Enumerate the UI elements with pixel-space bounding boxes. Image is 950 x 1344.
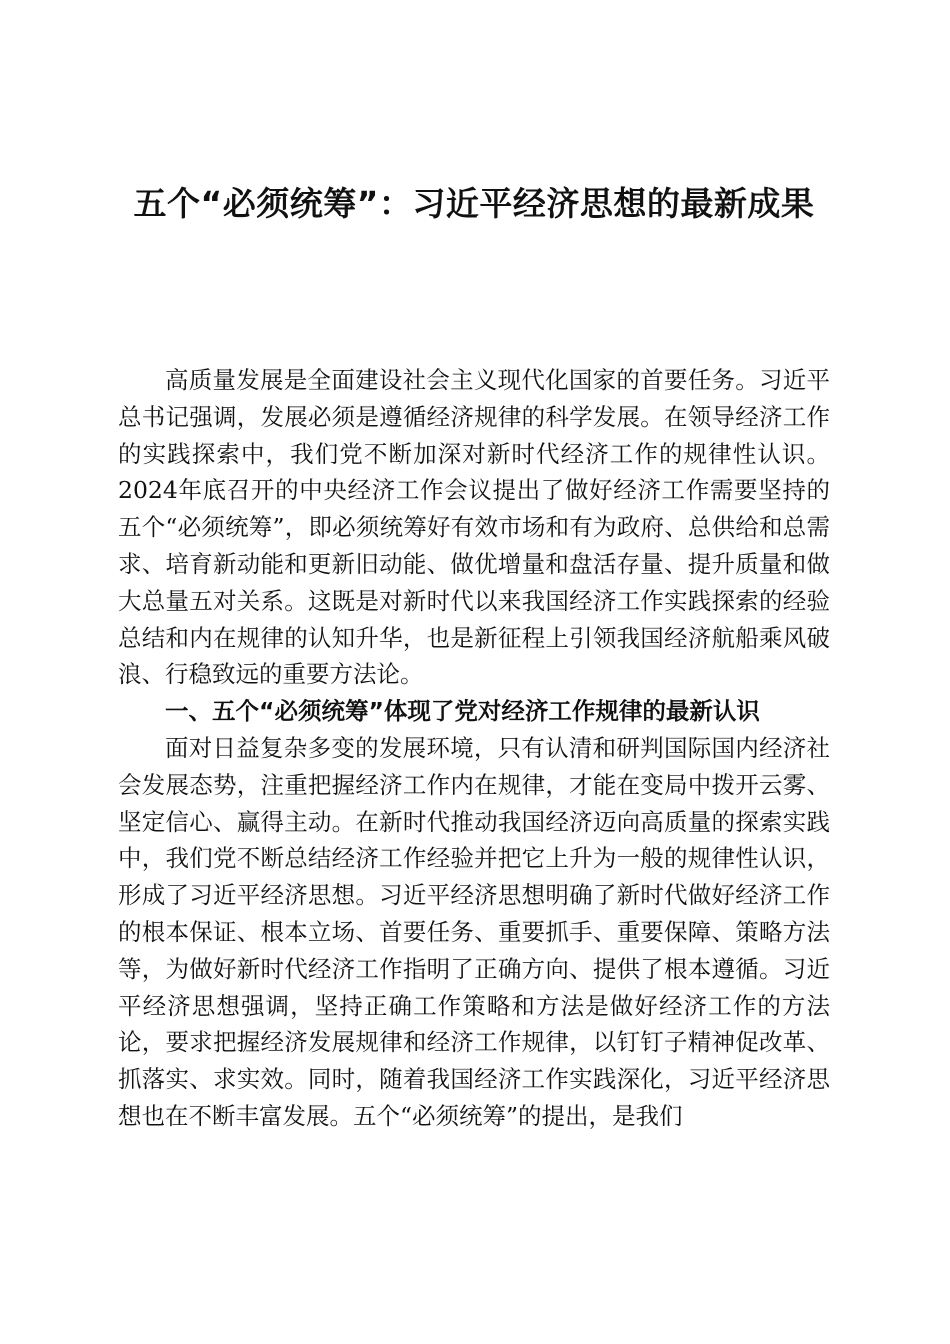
- document-body: [118, 362, 830, 1135]
- section-1-paragraph: 面对日益复杂多变的发展环境，只有认清和研判国际国内经济社会发展态势，注重把握经济工作内在规律，才能在变局中拨开云雾、坚定信心、赢得主动。在新时代推动我国经济迈向高质量的探索实践中，我们党不断总结经济工作经验并把它上升为一般的规律性认识，形成了习近平经济思想。习近平经济思想明确了新时代做好经济工作的根本保证、根本立场、首要任务、重要抓手、重要保障、策略方法等，为做好新时代经济工作指明了正确方向、提供了根本遵循。习近平经济思想强调，坚持正确工作策略和方法是做好经济工作的方法论，要求把握经济发展规律和经济工作规律，以钉钉子精神促改革、抓落实、求实效。同时，随着我国经济工作实践深化，习近平经济思想也在不断丰富发展。五个“必须统筹”的提出，是我们: [118, 733, 830, 1130]
- section-heading-1: 一、五个“必须统筹”体现了党对经济工作规律的最新认识: [165, 697, 760, 726]
- intro-paragraph: 高质量发展是全面建设社会主义现代化国家的首要任务。习近平总书记强调，发展必须是遵循经济规律的科学发展。在领导经济工作的实践探索中，我们党不断加深对新时代经济工作的规律性认识。2024年底召开的中央经济工作会议提出了做好经济工作需要坚持的五个“必须统筹”，即必须统筹好有效市场和有为政府、总供给和总需求、培育新动能和更新旧动能、做优增量和盘活存量、提升质量和做大总量五对关系。这既是对新时代以来我国经济工作实践探索的经验总结和内在规律的认知升华，也是新征程上引领我国经济航船乘风破浪、行稳致远的重要方法论。: [118, 366, 830, 689]
- document-title: 五个“必须统筹”：习近平经济思想的最新成果: [133, 184, 815, 223]
